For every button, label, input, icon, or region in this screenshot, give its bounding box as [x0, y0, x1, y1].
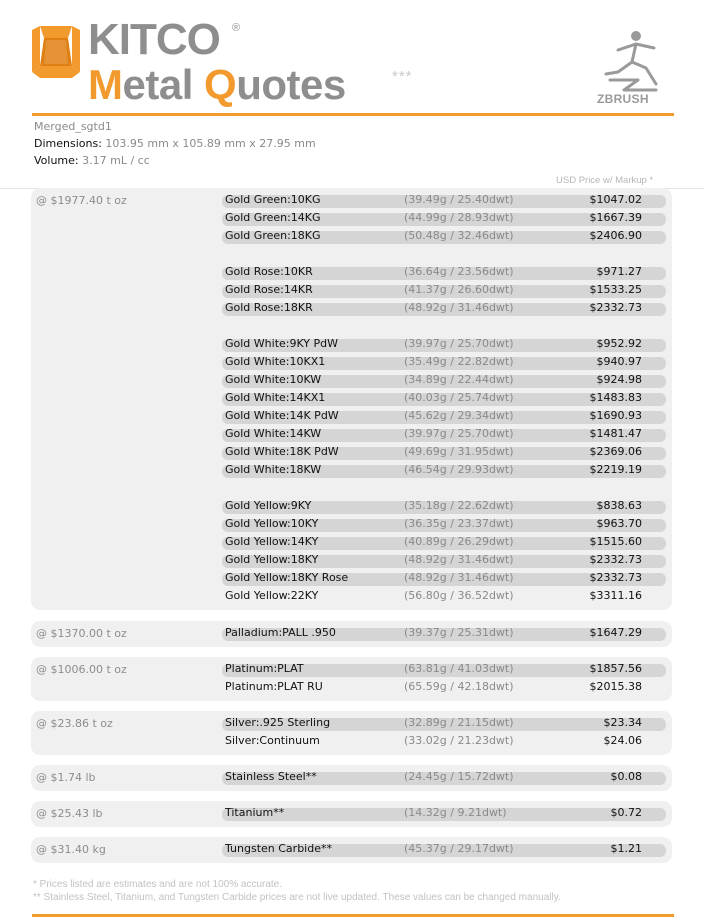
table-row [222, 373, 666, 387]
alloy-price: $24.06 [603, 734, 642, 747]
alloy-weight: (65.59g / 42.18dwt) [404, 680, 514, 693]
kitco-wordmark: KITCO [88, 15, 220, 64]
table-row [222, 229, 666, 243]
alloy-name: Gold Yellow:10KY [225, 517, 319, 530]
alloy-name: Gold White:18K PdW [225, 445, 339, 458]
table-row [222, 409, 666, 423]
dimensions-label: Dimensions: [34, 137, 102, 150]
alloy-name: Gold Rose:14KR [225, 283, 313, 296]
table-row [222, 283, 666, 297]
alloy-name: Gold White:14KX1 [225, 391, 326, 404]
alloy-weight: (35.49g / 22.82dwt) [404, 355, 514, 368]
alloy-name: Gold White:10KW [225, 373, 322, 386]
alloy-weight: (56.80g / 36.52dwt) [404, 589, 514, 602]
alloy-weight: (36.64g / 23.56dwt) [404, 265, 514, 278]
alloy-name: Gold Rose:18KR [225, 301, 313, 314]
alloy-name: Gold Green:18KG [225, 229, 321, 242]
kitco-box-icon [32, 26, 80, 78]
alloy-price: $971.27 [596, 265, 642, 278]
table-row [222, 301, 666, 315]
zbrush-wordmark: ZBRUSH [597, 92, 649, 106]
volume-value: 3.17 mL / cc [82, 154, 150, 167]
table-row [222, 662, 666, 676]
table-row [222, 589, 666, 603]
alloy-price: $23.34 [603, 716, 642, 729]
alloy-weight: (24.45g / 15.72dwt) [404, 770, 514, 783]
table-row [222, 571, 666, 585]
alloy-price: $2015.38 [589, 680, 642, 693]
alloy-name: Gold White:14KW [225, 427, 322, 440]
table-row [222, 499, 666, 513]
page-title [88, 61, 346, 108]
alloy-weight: (33.02g / 21.23dwt) [404, 734, 514, 747]
alloy-price: $0.08 [610, 770, 642, 783]
alloy-weight: (39.97g / 25.70dwt) [404, 337, 514, 350]
title-stars: *** [392, 68, 413, 85]
alloy-price: $1857.56 [589, 662, 642, 675]
table-row [222, 391, 666, 405]
alloy-weight: (48.92g / 31.46dwt) [404, 571, 514, 584]
alloy-price: $1667.39 [589, 211, 642, 224]
alloy-name: Gold Green:10KG [225, 193, 321, 206]
dimensions-line [34, 137, 316, 150]
spot-price-label: @ $1370.00 t oz [36, 627, 127, 640]
table-row [222, 734, 666, 748]
alloy-price: $1515.60 [589, 535, 642, 548]
alloy-weight: (14.32g / 9.21dwt) [404, 806, 507, 819]
table-row [222, 337, 666, 351]
model-name: Merged_sgtd1 [34, 120, 112, 133]
title-etal: etal [122, 61, 205, 108]
table-row [222, 680, 666, 694]
spot-price-label: @ $1977.40 t oz [36, 194, 127, 207]
table-row [222, 355, 666, 369]
alloy-price: $2332.73 [589, 553, 642, 566]
footnote-estimate: * Prices listed are estimates and are not 100% accurate. [33, 879, 283, 890]
alloy-name: Stainless Steel** [225, 770, 317, 783]
alloy-name: Gold Yellow:18KY Rose [225, 571, 349, 584]
alloy-weight: (45.62g / 29.34dwt) [404, 409, 514, 422]
table-row [222, 842, 666, 856]
alloy-price: $1.21 [610, 842, 642, 855]
alloy-name: Gold Yellow:14KY [225, 535, 319, 548]
table-row [222, 517, 666, 531]
alloy-name: Gold Green:14KG [225, 211, 321, 224]
alloy-price: $924.98 [596, 373, 642, 386]
alloy-name: Silver:Continuum [225, 734, 320, 747]
alloy-price: $2219.19 [589, 463, 642, 476]
alloy-weight: (46.54g / 29.93dwt) [404, 463, 514, 476]
alloy-name: Gold Yellow:22KY [225, 589, 319, 602]
alloy-weight: (35.18g / 22.62dwt) [404, 499, 514, 512]
alloy-name: Palladium:PALL .950 [225, 626, 336, 639]
alloy-weight: (34.89g / 22.44dwt) [404, 373, 514, 386]
spot-price-label: @ $25.43 lb [36, 807, 103, 820]
table-row [222, 626, 666, 640]
footnote-manual: ** Stainless Steel, Titanium, and Tungsten Carbide prices are not live updated. These values can be changed manually. [33, 892, 561, 903]
title-m: M [88, 61, 123, 108]
spot-price-label: @ $1006.00 t oz [36, 663, 127, 676]
alloy-weight: (39.49g / 25.40dwt) [404, 193, 514, 206]
table-row [222, 193, 666, 207]
alloy-weight: (32.89g / 21.15dwt) [404, 716, 514, 729]
table-row [222, 265, 666, 279]
alloy-price: $3311.16 [589, 589, 642, 602]
alloy-weight: (40.89g / 26.29dwt) [404, 535, 514, 548]
alloy-price: $2369.06 [589, 445, 642, 458]
alloy-price: $940.97 [596, 355, 642, 368]
alloy-name: Platinum:PLAT [225, 662, 304, 675]
table-row [222, 553, 666, 567]
table-row [222, 427, 666, 441]
alloy-weight: (39.37g / 25.31dwt) [404, 626, 514, 639]
volume-line [34, 154, 150, 167]
volume-label: Volume: [34, 154, 79, 167]
table-row [222, 716, 666, 730]
title-uotes: uotes [236, 61, 346, 108]
alloy-weight: (44.99g / 28.93dwt) [404, 211, 514, 224]
alloy-weight: (50.48g / 32.46dwt) [404, 229, 514, 242]
alloy-price: $838.63 [596, 499, 642, 512]
alloy-price: $1483.83 [589, 391, 642, 404]
table-row [222, 463, 666, 477]
alloy-price: $2332.73 [589, 571, 642, 584]
top-divider [32, 113, 674, 116]
table-row [222, 806, 666, 820]
bottom-divider [32, 914, 674, 917]
table-row [222, 770, 666, 784]
alloy-price: $952.92 [596, 337, 642, 350]
alloy-weight: (48.92g / 31.46dwt) [404, 301, 514, 314]
alloy-price: $2406.90 [589, 229, 642, 242]
alloy-price: $0.72 [610, 806, 642, 819]
alloy-price: $1647.29 [589, 626, 642, 639]
alloy-price: $2332.73 [589, 301, 642, 314]
alloy-price: $1481.47 [589, 427, 642, 440]
alloy-name: Gold White:14K PdW [225, 409, 339, 422]
header [0, 0, 704, 118]
registered-mark: ® [232, 22, 241, 34]
dimensions-value: 103.95 mm x 105.89 mm x 27.95 mm [105, 137, 316, 150]
alloy-name: Tungsten Carbide** [225, 842, 332, 855]
alloy-weight: (36.35g / 23.37dwt) [404, 517, 514, 530]
alloy-name: Gold Yellow:9KY [225, 499, 312, 512]
spot-price-label: @ $1.74 lb [36, 771, 96, 784]
price-column-header: USD Price w/ Markup * [556, 175, 654, 186]
alloy-weight: (49.69g / 31.95dwt) [404, 445, 514, 458]
alloy-price: $963.70 [596, 517, 642, 530]
alloy-price: $1533.25 [589, 283, 642, 296]
alloy-price: $1047.02 [589, 193, 642, 206]
alloy-weight: (48.92g / 31.46dwt) [404, 553, 514, 566]
alloy-name: Gold Yellow:18KY [225, 553, 319, 566]
alloy-name: Gold White:9KY PdW [225, 337, 339, 350]
alloy-name: Gold Rose:10KR [225, 265, 313, 278]
alloy-price: $1690.93 [589, 409, 642, 422]
alloy-name: Silver:.925 Sterling [225, 716, 331, 729]
spot-price-label: @ $23.86 t oz [36, 717, 113, 730]
alloy-weight: (45.37g / 29.17dwt) [404, 842, 514, 855]
alloy-name: Gold White:18KW [225, 463, 322, 476]
alloy-weight: (40.03g / 25.74dwt) [404, 391, 514, 404]
alloy-name: Gold White:10KX1 [225, 355, 326, 368]
table-row [222, 535, 666, 549]
table-row [222, 211, 666, 225]
alloy-name: Platinum:PLAT RU [225, 680, 323, 693]
zbrush-figure-icon [596, 28, 674, 92]
alloy-weight: (41.37g / 26.60dwt) [404, 283, 514, 296]
alloy-weight: (39.97g / 25.70dwt) [404, 427, 514, 440]
title-q: Q [204, 61, 237, 108]
alloy-name: Titanium** [225, 806, 285, 819]
alloy-weight: (63.81g / 41.03dwt) [404, 662, 514, 675]
table-row [222, 445, 666, 459]
spot-price-label: @ $31.40 kg [36, 843, 106, 856]
